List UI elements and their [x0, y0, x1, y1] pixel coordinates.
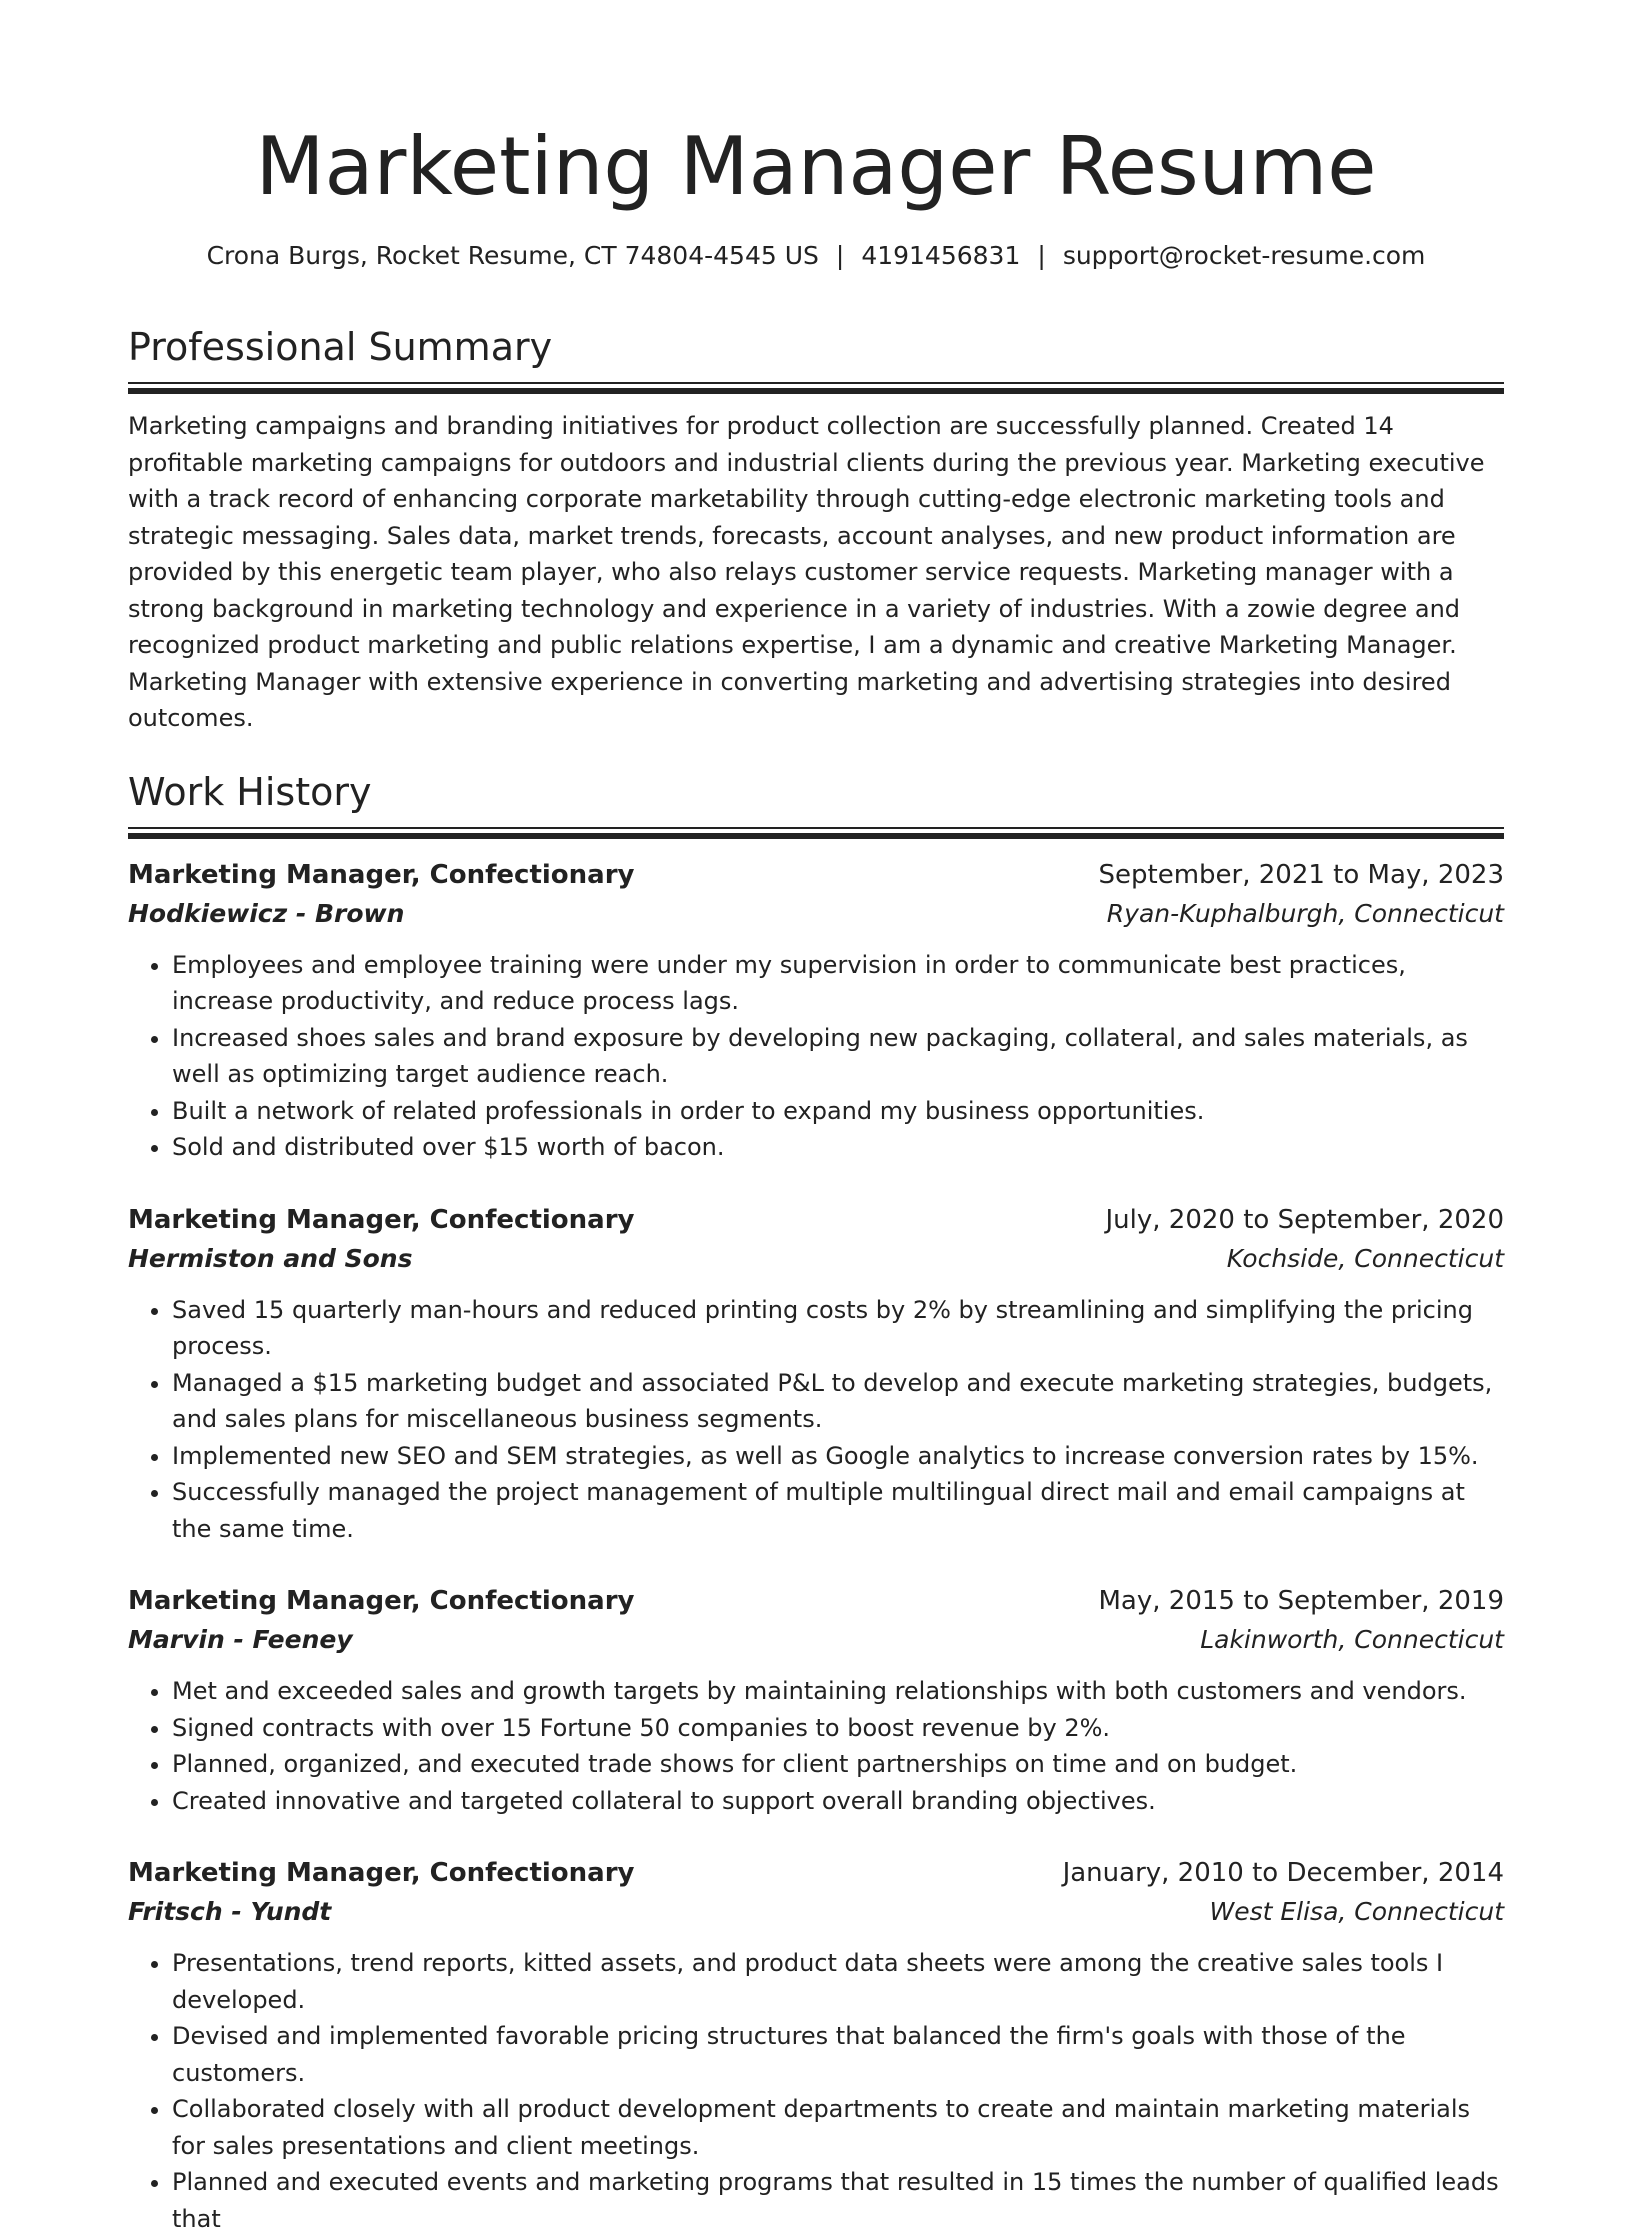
job-entry: [128, 1200, 1504, 1548]
job-location: Kochside, Connecticut: [1227, 1240, 1504, 1278]
job-title: Marketing Manager, Confectionary: [128, 1853, 634, 1893]
job-location: Ryan-Kuphalburgh, Connecticut: [1107, 895, 1504, 933]
list-item: • Planned and executed events and marketing programs that resulted in 15 times the number of qualified leads that: [172, 2164, 1504, 2237]
list-item: • Increased shoes sales and brand exposure by developing new packaging, collateral, and sales materials, as well as optimizing target audience reach.: [172, 1020, 1504, 1093]
list-item: • Built a network of related professionals in order to expand my business opportunities.: [172, 1093, 1504, 1130]
job-bullets: [128, 1673, 1504, 1819]
list-item: • Met and exceeded sales and growth targets by maintaining relationships with both customers and vendors.: [172, 1673, 1504, 1710]
job-dates: January, 2010 to December, 2014: [1063, 1853, 1504, 1893]
job-company: Marvin - Feeney: [128, 1621, 353, 1659]
work-history-section: [128, 767, 1504, 2237]
job-bullets: [128, 1292, 1504, 1548]
contact-line: [128, 240, 1504, 272]
job-title: Marketing Manager, Confectionary: [128, 1581, 634, 1621]
list-item: • Sold and distributed over $15 worth of bacon.: [172, 1129, 1504, 1166]
list-item: • Planned, organized, and executed trade shows for client partnerships on time and on budget.: [172, 1746, 1504, 1783]
list-item: • Employees and employee training were under my supervision in order to communicate best practices, increase productivity, and reduce process lags.: [172, 947, 1504, 1020]
list-item: • Implemented new SEO and SEM strategies, as well as Google analytics to increase conversion rates by 15%.: [172, 1438, 1504, 1475]
resume-page: [128, 112, 1504, 2237]
job-title: Marketing Manager, Confectionary: [128, 855, 634, 895]
list-item: • Collaborated closely with all product development departments to create and maintain marketing materials for sales presentations and client meetings.: [172, 2091, 1504, 2164]
job-title: Marketing Manager, Confectionary: [128, 1200, 634, 1240]
contact-separator: |: [1020, 241, 1062, 270]
job-bullets: [128, 947, 1504, 1166]
list-item: • Signed contracts with over 15 Fortune 50 companies to boost revenue by 2%.: [172, 1710, 1504, 1747]
contact-phone: 4191456831: [861, 241, 1020, 270]
list-item: • Successfully managed the project management of multiple multilingual direct mail and email campaigns at the same time.: [172, 1474, 1504, 1547]
section-divider: [128, 382, 1504, 394]
job-dates: July, 2020 to September, 2020: [1106, 1200, 1505, 1240]
contact-address: Crona Burgs, Rocket Resume, CT 74804-4545 US: [207, 241, 819, 270]
section-heading: Work History: [128, 767, 1504, 817]
summary-text: Marketing campaigns and branding initiatives for product collection are successfully planned. Created 14 profitable marketing campaigns for outdoors and industrial clients during the previous year. Marketing executive with a track record of enhancing corporate marketability through cutting-edge electronic marketing tools and strategic messaging. Sales data, market trends, forecasts, account analyses, and new product information are provided by this energetic team player, who also relays customer service requests. Marketing manager with a strong background in marketing technology and experience in a variety of industries. With a zowie degree and recognized product marketing and public relations expertise, I am a dynamic and creative Marketing Manager. Marketing Manager with extensive experience in converting marketing and advertising strategies into desired outcomes.: [128, 408, 1504, 737]
job-company: Fritsch - Yundt: [128, 1893, 331, 1931]
job-dates: May, 2015 to September, 2019: [1099, 1581, 1505, 1621]
contact-separator: |: [819, 241, 861, 270]
job-location: Lakinworth, Connecticut: [1200, 1621, 1504, 1659]
contact-email: support@rocket-resume.com: [1063, 241, 1426, 270]
job-dates: September, 2021 to May, 2023: [1099, 855, 1505, 895]
section-divider: [128, 827, 1504, 839]
job-company: Hermiston and Sons: [128, 1240, 412, 1278]
professional-summary-section: [128, 322, 1504, 737]
list-item: • Created innovative and targeted collateral to support overall branding objectives.: [172, 1783, 1504, 1820]
resume-title: Marketing Manager Resume: [128, 112, 1504, 222]
list-item: • Managed a $15 marketing budget and associated P&L to develop and execute marketing strategies, budgets, and sales plans for miscellaneous business segments.: [172, 1365, 1504, 1438]
job-location: West Elisa, Connecticut: [1209, 1893, 1504, 1931]
section-heading: Professional Summary: [128, 322, 1504, 372]
job-entry: [128, 1853, 1504, 2237]
job-company: Hodkiewicz - Brown: [128, 895, 404, 933]
list-item: • Devised and implemented favorable pricing structures that balanced the firm's goals with those of the customers.: [172, 2018, 1504, 2091]
job-entry: [128, 1581, 1504, 1819]
list-item: • Presentations, trend reports, kitted assets, and product data sheets were among the creative sales tools I developed.: [172, 1945, 1504, 2018]
job-bullets: [128, 1945, 1504, 2237]
job-entry: [128, 855, 1504, 1166]
list-item: • Saved 15 quarterly man-hours and reduced printing costs by 2% by streamlining and simplifying the pricing process.: [172, 1292, 1504, 1365]
